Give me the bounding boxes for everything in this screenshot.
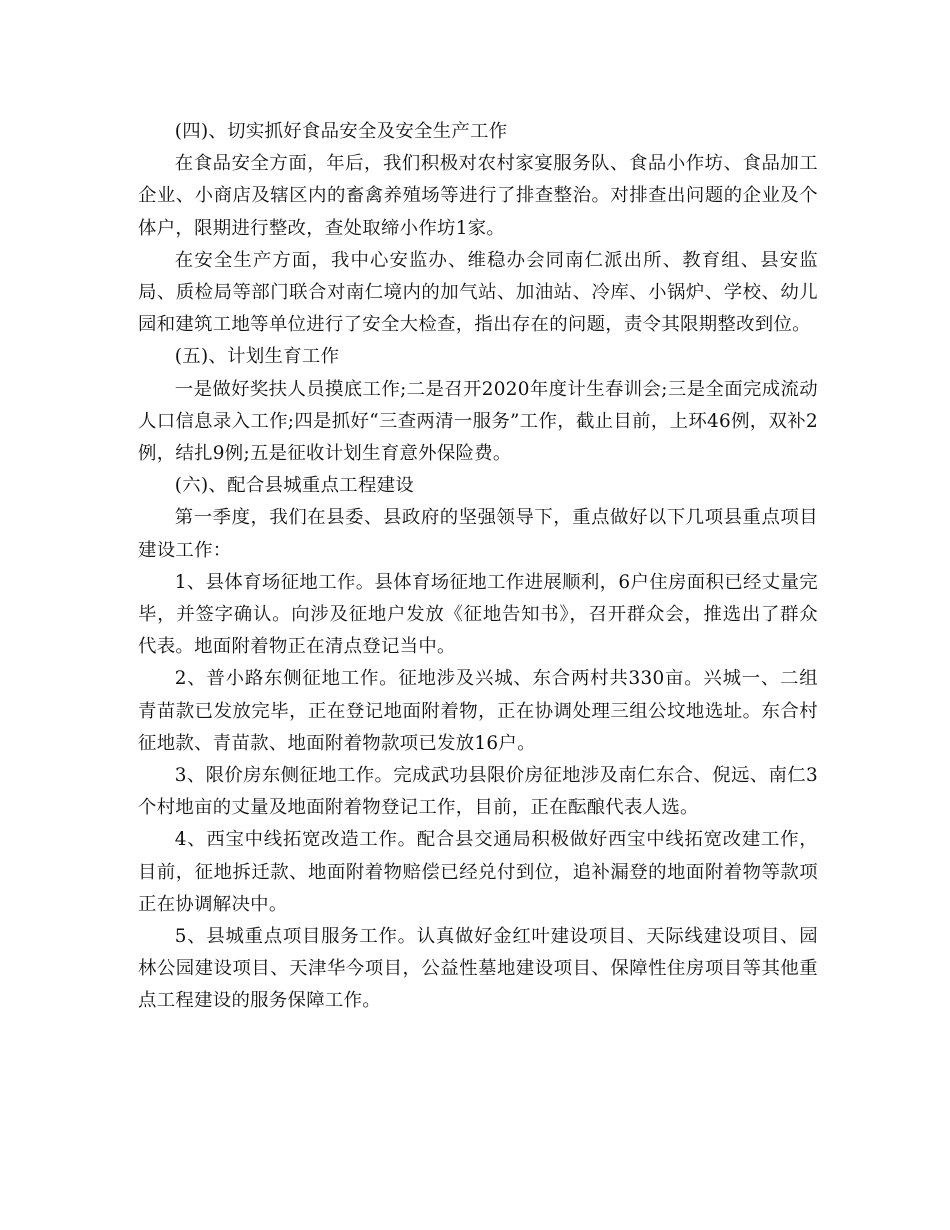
paragraph-first-quarter: 第一季度，我们在县委、县政府的坚强领导下，重点做好以下几项县重点项目建设工作： (138, 507, 818, 561)
paragraph-production-safety: 在安全生产方面，我中心安监办、维稳办会同南仁派出所、教育组、县安监局、质检局等部门联合对南仁境内的加气站、加油站、冷库、小锅炉、学校、幼儿园和建筑工地等单位进行了安全大检查，指出存在的问题，责令其限期整改到位。 (138, 249, 818, 336)
section-heading-5: (五)、计划生育工作 (174, 346, 340, 368)
paragraph-item-5: 5、县城重点项目服务工作。认真做好金红叶建设项目、天际线建设项目、园林公园建设项目、天津华今项目，公益性墓地建设项目、保障性住房项目等其他重点工程建设的服务保障工作。 (138, 926, 818, 1012)
paragraph-item-4: 4、西宝中线拓宽改造工作。配合县交通局积极做好西宝中线拓宽改建工作，目前，征地拆迁款、地面附着物赔偿已经兑付到位，追补漏登的地面附着物等款项正在协调解决中。 (138, 829, 818, 915)
section-heading-4: (四)、切实抓好食品安全及安全生产工作 (174, 121, 508, 142)
document-body (138, 116, 818, 1018)
paragraph-family-planning: 一是做好奖扶人员摸底工作;二是召开2020年度计生春训会;三是全面完成流动人口信息录入工作;四是抓好“三查两清一服务”工作，截止目前，上环46例，双补2例，结扎9例;五是征收计划生育意外保险费。 (138, 378, 818, 465)
section-heading-6: (六)、配合县城重点工程建设 (174, 475, 415, 497)
paragraph-food-safety: 在食品安全方面，年后，我们积极对农村家宴服务队、食品小作坊、食品加工企业、小商店及辖区内的畜禽养殖场等进行了排查整治。对排查出问题的企业及个体户，限期进行整改，查处取缔小作坊1家。 (138, 153, 818, 239)
paragraph-item-1: 1、县体育场征地工作。县体育场征地工作进展顺利，6户住房面积已经丈量完毕，并签字确认。向涉及征地户发放《征地告知书》，召开群众会，推选出了群众代表。地面附着物正在清点登记当中。 (138, 571, 818, 658)
paragraph-item-2: 2、普小路东侧征地工作。征地涉及兴城、东合两村共330亩。兴城一、二组青苗款已发放完毕，正在登记地面附着物，正在协调处理三组公坟地选址。东合村征地款、青苗款、地面附着物款项已发放16户。 (138, 668, 818, 754)
paragraph-item-3: 3、限价房东侧征地工作。完成武功县限价房征地涉及南仁东合、倪远、南仁3个村地亩的丈量及地面附着物登记工作，目前，正在酝酿代表人选。 (138, 765, 818, 819)
